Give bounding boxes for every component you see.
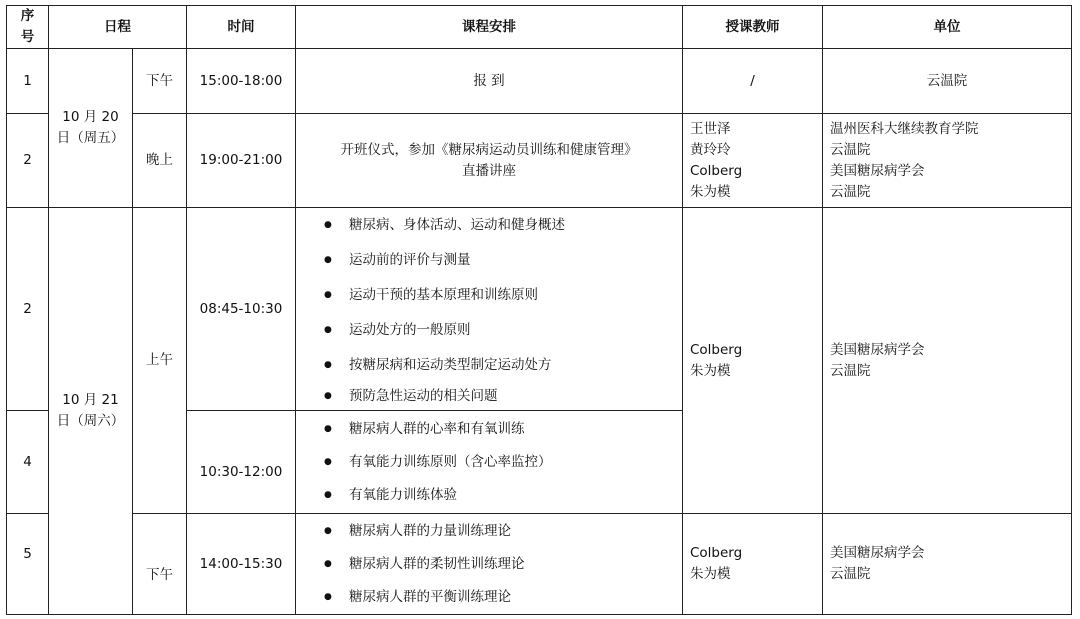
table-row (7, 208, 1072, 411)
period-cell: 下午 (133, 49, 187, 114)
date-cell-day1: 10 月 20 日（周五） (49, 49, 133, 208)
unit-cell: 温州医科大继续教育学院 云温院 美国糖尿病学会 云温院 (823, 114, 1072, 208)
header-course: 课程安排 (296, 6, 683, 49)
list-item: ● 糖尿病人群的力量训练理论 (324, 515, 682, 548)
header-time: 时间 (187, 6, 296, 49)
seq-cell: 2 (7, 208, 49, 411)
time-cell: 19:00-21:00 (187, 114, 296, 208)
header-unit: 单位 (823, 6, 1072, 49)
seq-cell: 1 (7, 49, 49, 114)
list-item: ● 运动处方的一般原则 (324, 313, 682, 348)
course-cell (296, 514, 683, 615)
seq-cell: 4 (7, 411, 49, 514)
seq-cell: 5 (7, 514, 49, 615)
course-list (296, 413, 682, 512)
header-teacher: 授课教师 (683, 6, 823, 49)
course-cell (296, 208, 683, 411)
list-item: ● 糖尿病人群的平衡训练理论 (324, 581, 682, 614)
list-item: ● 预防急性运动的相关问题 (324, 383, 682, 410)
teacher-cell: Colberg 朱为模 (683, 514, 823, 615)
list-item: ● 运动前的评价与测量 (324, 243, 682, 278)
list-item: ● 糖尿病人群的心率和有氧训练 (324, 413, 682, 446)
teacher-cell: / (683, 49, 823, 114)
time-cell: 15:00-18:00 (187, 49, 296, 114)
schedule-table (6, 5, 1072, 615)
unit-cell: 云温院 (823, 49, 1072, 114)
period-cell: 上午 (133, 208, 187, 514)
period-cell: 晚上 (133, 114, 187, 208)
teacher-cell: 王世泽 黄玲玲 Colberg 朱为模 (683, 114, 823, 208)
header-row (7, 6, 1072, 49)
list-item: ● 有氧能力训练原则（含心率监控） (324, 446, 682, 479)
seq-cell: 2 (7, 114, 49, 208)
list-item: ● 运动干预的基本原理和训练原则 (324, 278, 682, 313)
header-schedule: 日程 (49, 6, 187, 49)
time-cell: 08:45-10:30 (187, 208, 296, 411)
time-cell: 14:00-15:30 (187, 514, 296, 615)
header-seq: 序 号 (7, 6, 49, 49)
table-row (7, 514, 1072, 615)
list-item: ● 有氧能力训练体验 (324, 479, 682, 512)
unit-cell: 美国糖尿病学会 云温院 (823, 514, 1072, 615)
list-item: ● 糖尿病、身体活动、运动和健身概述 (324, 208, 682, 243)
table-row (7, 49, 1072, 114)
table-row (7, 114, 1072, 208)
teacher-cell: Colberg 朱为模 (683, 208, 823, 514)
course-cell (296, 411, 683, 514)
date-cell-day2: 10 月 21 日（周六） (49, 208, 133, 615)
unit-cell: 美国糖尿病学会 云温院 (823, 208, 1072, 514)
list-item: ● 糖尿病人群的柔韧性训练理论 (324, 548, 682, 581)
course-list (296, 208, 682, 410)
course-cell: 开班仪式，参加《糖尿病运动员训练和健康管理》 直播讲座 (296, 114, 683, 208)
list-item: ● 按糖尿病和运动类型制定运动处方 (324, 348, 682, 383)
period-cell: 下午 (133, 514, 187, 615)
course-list (296, 515, 682, 614)
time-cell: 10:30-12:00 (187, 411, 296, 514)
course-cell: 报 到 (296, 49, 683, 114)
